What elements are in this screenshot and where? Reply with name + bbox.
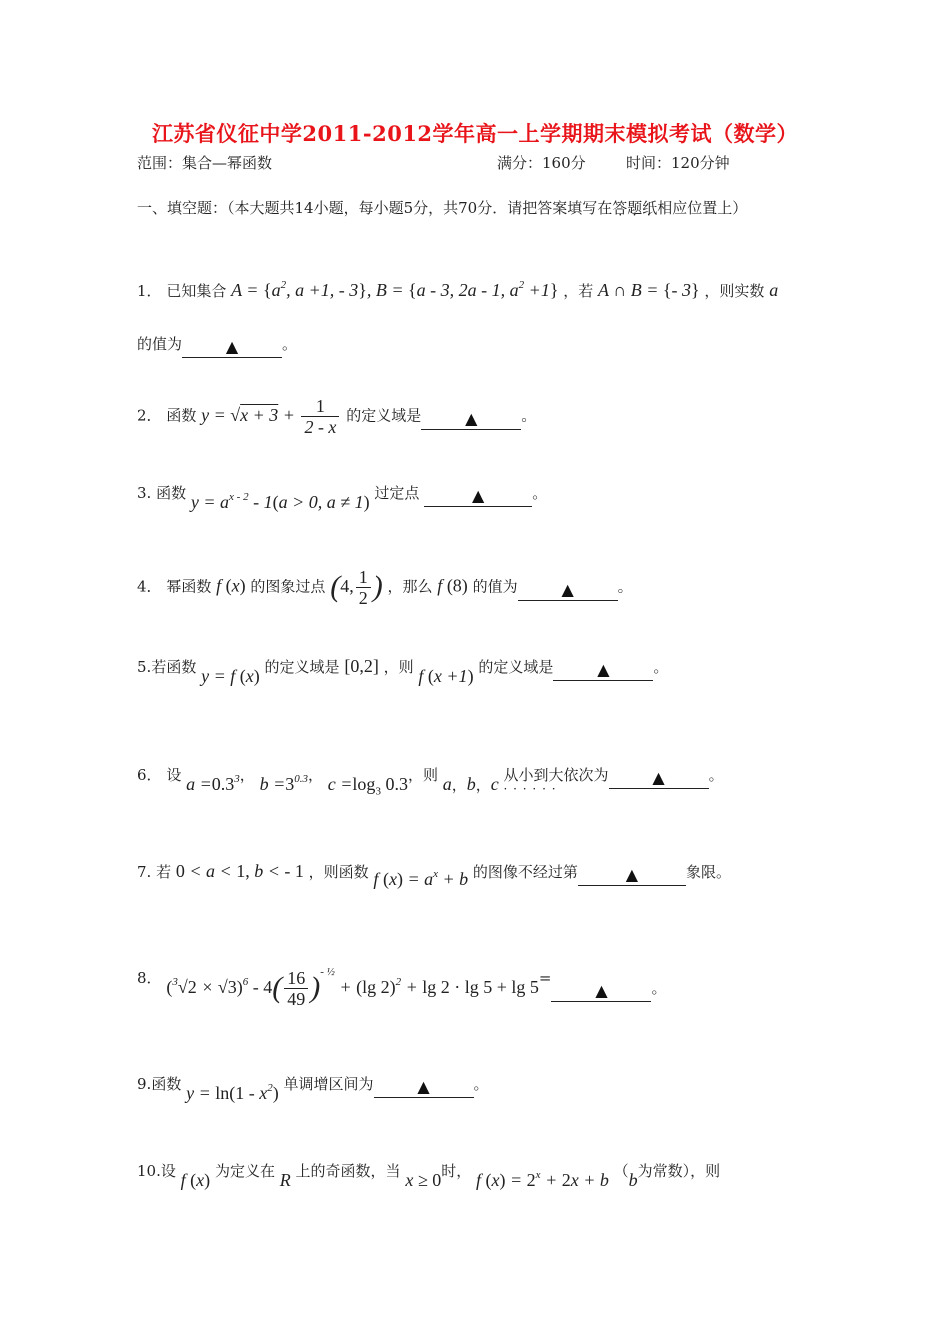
q10-R: R [279,1170,291,1190]
q2-end: 。 [521,406,537,425]
q6-c: $c =\log_3$ 0.3 [327,774,408,798]
q1-var-a: a [769,280,779,300]
question-3 [137,482,547,513]
q7-end: 象限。 [685,863,731,881]
question-10 [137,1160,720,1191]
q10-paren: （ [613,1162,629,1180]
q5-number: 5. [137,658,152,676]
exam-scope: 范围：集合—幂函数 [137,154,273,172]
q2-number: 2． [137,406,162,425]
q10-text-const: 为常数），则 [637,1162,721,1180]
q7-formula: f $(x) = a^x + b$ [373,868,469,889]
q3-answer-blank[interactable] [424,486,532,507]
q6-end: 。 [708,766,724,784]
question-1 [137,279,778,301]
section-heading-text: 一、填空题：（本大题共14小题，每小题5分，共70分．请把答案填写在 [137,199,613,217]
blank-marker-icon: ▲ [472,486,485,505]
q1-text-if: ，若 [563,282,594,300]
q10-text-defined: 为定义在 [214,1162,275,1180]
blank-marker-icon: ▲ [465,408,478,428]
question-7 [137,861,731,890]
q1-end: 。 [282,335,298,353]
q2-text-domain: 的定义域是 [346,406,422,425]
q4-answer-blank[interactable] [518,580,618,601]
q8-number: 8． [137,969,162,987]
q6-answer-blank[interactable] [609,768,709,789]
q6-sep2: ， [307,766,323,784]
q3-number: 3. [137,484,152,502]
q6-sep1: ， [239,766,255,784]
q10-b: b [628,1170,638,1190]
q7-text: 若 [156,863,172,881]
blank-marker-icon: ▲ [652,768,665,787]
q8-end: 。 [651,979,667,997]
q10-text-odd: 上的奇函数，当 [295,1162,401,1180]
q5-text-then: ，则 [383,658,414,676]
question-6 [137,764,724,798]
full-score: 满分：160分 [497,154,586,172]
q3-end: 。 [532,484,548,502]
q1-answer-blank[interactable] [182,337,282,358]
q6-text: 设 [166,766,182,784]
q9-end: 。 [473,1075,489,1093]
q9-text: 函数 [151,1075,182,1093]
q2-answer-blank[interactable] [421,409,521,430]
q8-formula: $(^3√2 \times √3)^6 - 4$( $\frac{16}{49}$ )$^{- \frac{1}{2}}$ + (lg 2)$^2$ + lg 2 · lg 5 + lg 5 [166,966,539,1010]
q10-cond: x ≥ 0 [405,1170,442,1190]
question-1-answer-line [137,333,297,358]
q8-answer-blank[interactable] [551,981,651,1002]
blank-marker-icon: ▲ [225,337,239,356]
q5-func: y = f (x) [201,666,260,686]
question-4 [137,567,633,608]
page-title: 江苏省仪征中学2011-2012学年高一上学期期末模拟考试（数学） [151,121,799,146]
question-8 [137,966,666,1009]
q5-text-domain: 的定义域是 [264,658,340,676]
q4-end: 。 [617,577,633,596]
q5-func-shift: f (x +1) [418,666,474,686]
section-emphasis: 答题纸 · · · [612,199,657,217]
q10-formula: f $(x) = 2^x + 2x + b$ [476,1169,609,1190]
q10-text: 设 [160,1162,176,1180]
q4-point: (4, $\frac{1}{2}$ ) [330,567,383,608]
question-2 [137,396,536,437]
question-9 [137,1073,489,1104]
q1-text-then: ，则实数 [704,282,765,300]
q4-text-value: 的值为 [472,577,518,596]
section-heading-tail: 相应位置上） [657,199,748,217]
q7-text-func: ，则函数 [308,863,369,881]
q7-answer-blank[interactable] [578,865,686,886]
q1-formula-sets: $A = \{a^2$, a +1, - 3}, B = {a - 3, 2a - 1, $a^2 +1$} [231,279,559,300]
q10-func: f (x) [180,1170,211,1190]
q4-text: 幂函数 [166,577,212,596]
q3-formula: $y = a^{x - 2} - 1(a > 0$, a ≠ 1) [190,491,370,512]
q9-formula: $y = \ln(1 - x^2)$ [186,1082,279,1103]
q4-text-then: ，那么 [387,577,433,596]
q8-equals: = [538,969,552,987]
q4-f8: f (8) [437,575,468,596]
exam-time: 时间：120分钟 [626,154,730,172]
q9-answer-blank[interactable] [374,1077,474,1098]
q5-interval: [0,2] [344,656,379,676]
q4-text-graph: 的图象过点 [250,577,326,596]
q3-text: 函数 [156,484,187,502]
q5-end: 。 [653,658,669,676]
q7-text-quadrant: 的图像不经过第 [472,863,578,881]
q10-number: 10. [137,1162,161,1180]
q5-text: 若函数 [151,658,197,676]
q1-formula-intersection: A ∩ B = {- 3} [598,280,700,300]
q4-func: f (x) [216,575,246,596]
q6-number: 6． [137,766,162,784]
blank-marker-icon: ▲ [597,660,610,679]
blank-marker-icon: ▲ [625,865,639,884]
q3-text-point: 过定点 [374,484,420,502]
q6-a: $a =0.3^3$ [186,773,240,794]
q2-formula: y = √x + 3 + $\frac{1}{2 - x}$ [201,405,341,425]
q5-text-domain2: 的定义域是 [478,658,554,676]
q6-then: ，则 [407,766,438,784]
q7-number: 7. [137,863,152,881]
q2-text: 函数 [166,406,197,425]
q9-number: 9. [137,1075,152,1093]
blank-marker-icon: ▲ [595,981,608,1000]
q6-vars: a，b，c [442,774,499,794]
q4-number: 4． [137,577,162,596]
q9-text-interval: 单调增区间为 [283,1075,374,1093]
q7-condition: 0 < a < 1, b < - 1 [175,861,304,881]
blank-marker-icon: ▲ [561,579,574,599]
q1-text: 已知集合 [166,282,227,300]
q5-answer-blank[interactable] [553,660,653,681]
section-heading [137,193,807,223]
q6-b: $b =3^{0.3}$ [259,773,308,794]
blank-marker-icon: ▲ [417,1077,430,1096]
q6-text-order: 从小到大依次为 · · · [504,766,609,784]
q1-text-value: 的值为 [137,335,183,353]
question-5 [137,656,668,687]
q1-number: 1． [137,282,162,300]
q10-text-when: 时， [441,1162,472,1180]
